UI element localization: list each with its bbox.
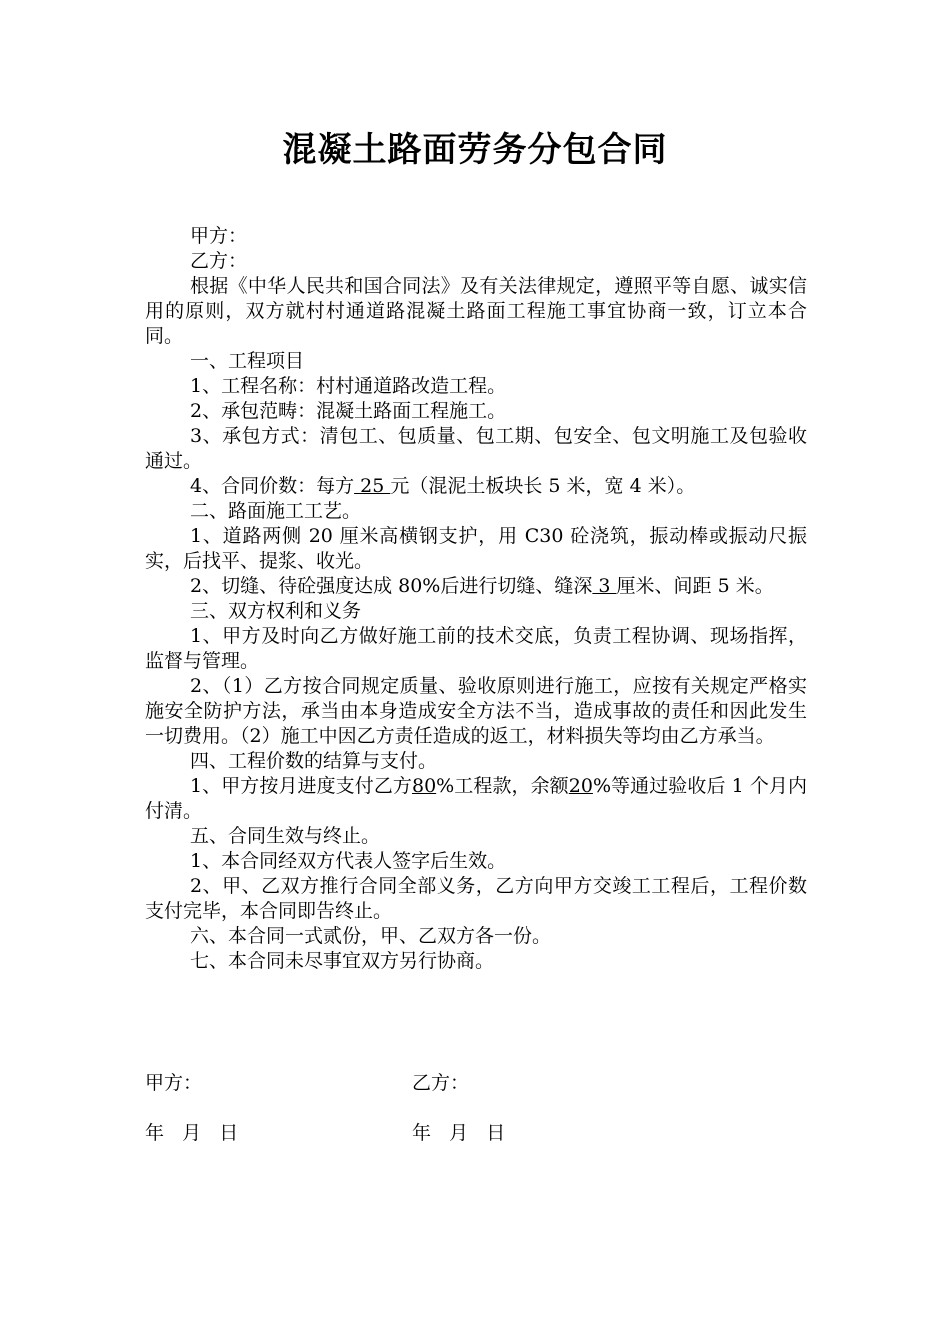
- date-party-b: 年 月 日: [412, 1122, 506, 1144]
- payment-text: 1、甲方按月进度支付乙方: [190, 775, 412, 797]
- section-3-heading: 三、双方权利和义务: [190, 600, 362, 622]
- party-a-line: 甲方：: [190, 225, 248, 247]
- section-5-item-1: 1、本合同经双方代表人签字后生效。: [190, 850, 507, 872]
- intro-paragraph: 根据《中华人民共和国合同法》及有关法律规定，遵照平等自愿、诚实信用的原则，双方就村村通道路混凝土路面工程施工事宜协商一致，订立本合同。: [145, 275, 807, 347]
- signature-party-b: 乙方：: [412, 1072, 470, 1094]
- payment-percent: 80: [411, 775, 437, 797]
- balance-percent: 20: [568, 775, 593, 797]
- date-party-a: 年 月 日: [145, 1122, 239, 1144]
- section-1-item-2: 2、承包范畴：混凝土路面工程施工。: [190, 400, 507, 422]
- price-value: 25: [354, 475, 391, 497]
- section-2-item-2: [145, 574, 807, 599]
- cut-text-end: 厘米、间距 5 米。: [616, 575, 774, 597]
- section-2-item-1: 1、道路两侧 20 厘米高横钢支护，用 C30 砼浇筑，振动棒或振动尺振实，后找平、提浆、收光。: [145, 525, 807, 572]
- section-6: 六、本合同一式贰份，甲、乙双方各一份。: [190, 925, 552, 947]
- party-b-line: 乙方：: [190, 250, 248, 272]
- cut-text: 2、切缝、待砼强度达成 80%后进行切缝、缝深: [190, 575, 593, 597]
- section-3-item-1: 1、甲方及时向乙方做好施工前的技术交底，负责工程协调、现场指挥，监督与管理。: [145, 625, 807, 672]
- section-4-item-1: [145, 774, 807, 824]
- section-1-item-4: [145, 474, 807, 499]
- section-5-heading: 五、合同生效与终止。: [190, 825, 381, 847]
- price-unit: 元（混泥土板块长 5 米，宽 4 米）。: [390, 475, 696, 497]
- document-title: 混凝土路面劳务分包合同: [282, 130, 668, 170]
- section-1-item-1: 1、工程名称：村村通道路改造工程。: [190, 375, 507, 397]
- price-label: 4、合同价数：每方: [190, 475, 355, 497]
- section-1-heading: 一、工程项目: [190, 350, 305, 372]
- payment-text-end: %等通过验收后 1 个月内付清。: [145, 775, 807, 822]
- section-7: 七、本合同未尽事宜双方另行协商。: [190, 950, 495, 972]
- cut-depth-value: 3: [592, 575, 617, 597]
- section-4-heading: 四、工程价数的结算与支付。: [190, 750, 438, 772]
- signature-party-a: 甲方：: [145, 1072, 203, 1094]
- section-5-item-2: 2、甲、乙双方推行合同全部义务，乙方向甲方交竣工工程后，工程价数支付完毕，本合同即告终止。: [145, 875, 807, 922]
- payment-text-mid: %工程款，余额: [436, 775, 569, 797]
- section-1-item-3: 3、承包方式：清包工、包质量、包工期、包安全、包文明施工及包验收通过。: [145, 425, 807, 472]
- section-3-item-2: 2、（1）乙方按合同规定质量、验收原则进行施工，应按有关规定严格实施安全防护方法，承当由本身造成安全方法不当，造成事故的责任和因此发生一切费用。（2）施工中因乙方责任造成的返工，材料损失等均由乙方承当。: [145, 675, 807, 747]
- contract-body: [145, 224, 807, 974]
- section-2-heading: 二、路面施工工艺。: [190, 500, 362, 522]
